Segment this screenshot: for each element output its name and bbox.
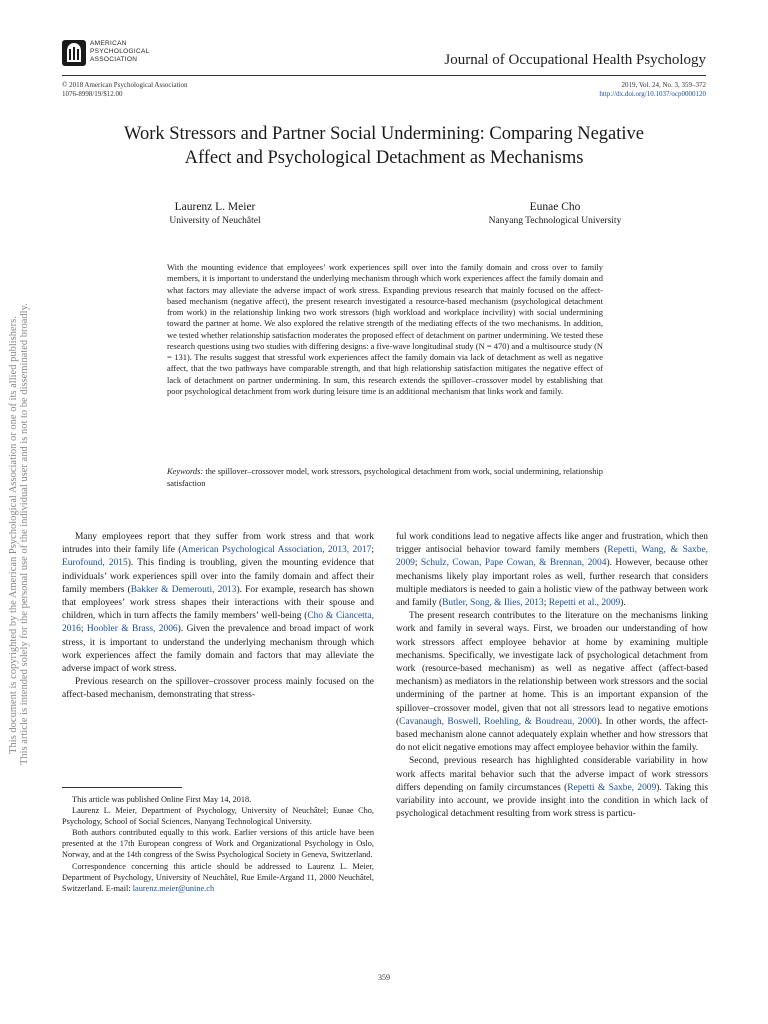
author-1 — [130, 200, 300, 228]
author-affiliation: Nanyang Technological University — [488, 216, 622, 226]
footnote: This article was published Online First May 14, 2018. — [72, 795, 252, 804]
citation-link[interactable]: Repetti & Saxbe, 2009 — [567, 782, 657, 793]
citation-link[interactable]: Repetti et al., 2009 — [548, 598, 621, 609]
footnote — [62, 861, 374, 894]
publisher-line: AMERICAN — [90, 40, 127, 47]
paragraph — [396, 755, 708, 821]
text-run: ). In other words, the affect-based mechanism alone cannot adequately explain whether and how stressors that do not elicit negative emotions may affect employee behavior within the family. — [396, 716, 708, 754]
publisher-name — [90, 40, 150, 64]
text-run: ; — [543, 598, 549, 609]
citation-link[interactable]: Bakker & Demerouti, 2013 — [130, 584, 237, 595]
volume-info: 2019, Vol. 24, No. 3, 359–372 — [621, 81, 706, 89]
author-name: Eunae Cho — [529, 201, 581, 213]
footnotes — [62, 794, 374, 894]
citation-link[interactable]: American Psychological Association, 2013, 2017 — [181, 545, 372, 556]
copyright-block — [62, 81, 187, 99]
header-divider — [62, 75, 706, 76]
citation-link[interactable]: Hoobler & Brass, 2006 — [86, 624, 178, 635]
author-2 — [455, 200, 655, 228]
citation-link[interactable]: Eurofound, 2015 — [62, 558, 128, 569]
keywords-label: Keywords: — [167, 466, 204, 476]
citation-link[interactable]: Butler, Song, & Ilies, 2013 — [442, 598, 544, 609]
keywords-text: the spillover–crossover model, work stressors, psychological detachment from work, social undermining, relationship satisfaction — [167, 466, 604, 488]
publisher-line: PSYCHOLOGICAL — [90, 48, 150, 55]
citation-block — [599, 81, 706, 99]
email-link[interactable]: laurenz.meier@unine.ch — [132, 883, 215, 893]
paragraph: Previous research on the spillover–crossover process mainly focused on the affect-based mechanism, demonstrating that stress- — [62, 677, 374, 701]
text-run: ). This finding is troubling, given the mounting evidence that individuals’ work experiences spill over into the family domain and affect their family members ( — [62, 558, 374, 595]
paragraph — [62, 531, 374, 676]
text-run: Many employees report that they suffer from work stress and that work intrudes into their family life ( — [62, 532, 374, 556]
text-run: ; — [371, 545, 374, 556]
text-run: Second, previous research has highlighted considerable variability in how work affects marital behavior such that the adverse impact of work stressors differs depending on family circumstances ( — [396, 756, 708, 793]
citation-link[interactable]: Repetti, Wang, & Saxbe, 2009 — [396, 545, 708, 569]
citation-link[interactable]: Schulz, Cowan, Pape Cowan, & Brennan, 2004 — [420, 558, 607, 569]
doi-link[interactable]: http://dx.doi.org/10.1037/ocp0000120 — [599, 90, 706, 98]
text-run: ; — [414, 558, 421, 569]
page-number: 359 — [378, 973, 390, 982]
paragraph — [396, 531, 708, 610]
text-run: ). Taking this variability into account, we provide insight into the condition in which lack of psychological detachment resulting from work stress is particu- — [396, 782, 708, 820]
text-run: ; — [80, 624, 87, 635]
journal-title: Journal of Occupational Health Psychology — [444, 52, 706, 68]
abstract-text: With the mounting evidence that employees’ work experiences spill over into the family domain and cross over to family members, it is important to understand the underlying mechanism through which work experiences affect the family domain and what factors may alleviate the adverse impact of work stress. Expanding previous research that mainly focused on the affect-based mechanism (negative affect), the present research investigated a resource-based mechanism (psychological detachment from work) in the relationship linking two work stressors (high workload and workplace incivility) with social undermining toward the partner at home. We also explored the relative strength of the mediating effects of the two mechanisms. In addition, we tested whether relationship satisfaction moderates the proposed effect of detachment on partner undermining. We tested these research questions using two studies with differing designs: a five-wave longitudinal study (N = 470) and a multisource study (N = 131). The results suggest that stressful work experiences affect the family domain via lack of detachment as well as negative affect, that the two pathways have comparable strength, and that high relationship satisfaction mitigates the negative effect of lack of detachment on partner undermining. In sum, this research extends the spillover–crossover model by establishing that poor psychological detachment from work during leisure time is an additional mechanism that links work and family. — [167, 262, 603, 396]
author-name: Laurenz L. Meier — [174, 201, 256, 213]
text-run: ful work conditions lead to negative affects like anger and frustration, which then trigger antisocial behavior toward family members ( — [396, 532, 708, 556]
text-run: The present research contributes to the literature on the mechanisms linking work and family in several ways. First, we broaden our understanding of how work stressors affect employee behavior at home by examining multiple mechanisms. Specifically, we investigate lack of psychological detachment from work (resource-based mechanism) as well as negative affect (affect-based mechanism) as mediators in the relationship between work stressors and the social undermining of the partner at home. This is an important expansion of the spillover–crossover model, given that not all stressors lead to negative emotions ( — [396, 611, 708, 727]
footnote-divider — [62, 787, 182, 788]
publisher-line: ASSOCIATION — [90, 56, 138, 63]
citation-link[interactable]: Cho & Ciancetta, 2016 — [62, 611, 374, 635]
footnote: Both authors contributed equally to this work. Earlier versions of this article have been presented at the 17th European congress of Work and Organizational Psychology in Oslo, Norway, and at the 14th congress of the Swiss Psychological Society in Geneva, Switzerland. — [62, 828, 374, 860]
text-run: ). However, because other mechanisms likely play important roles as well, further research that considers multiple mediators is needed to gain a holistic view of the pathway between work and family ( — [396, 558, 708, 609]
copyright: © 2018 American Psychological Association — [62, 81, 188, 89]
author-affiliation: University of Neuchâtel — [169, 216, 261, 226]
notice-line: This article is intended solely for the personal use of the individual user and is not to be disseminated broadly. — [19, 303, 30, 765]
title-line: Affect and Psychological Detachment as Mechanisms — [184, 148, 584, 168]
abstract — [167, 262, 603, 397]
article-title — [62, 122, 706, 170]
text-run: ). Given the prevalence and broad impact of work stress, it is important to understand the underlying mechanism through which work experiences affect the family domain and factors that may alleviate the adverse impact of work stress. — [62, 624, 375, 675]
price-code: 1076-8998/19/$12.00 — [62, 90, 123, 98]
apa-logo-icon — [62, 40, 86, 66]
body-right-column — [396, 531, 708, 821]
text-run: ). For example, research has shown that employees’ work stress shapes their interactions with their spouse and children, which in turn affects the family members’ well-being ( — [62, 584, 375, 622]
title-line: Work Stressors and Partner Social Undermining: Comparing Negative — [123, 124, 644, 144]
notice-line: This document is copyrighted by the American Psychological Association or one of its allied publishers. — [8, 316, 19, 754]
citation-link[interactable]: Cavanaugh, Boswell, Roehling, & Boudreau, 2000 — [399, 716, 597, 727]
side-copyright-notice — [8, 305, 30, 765]
text-run: ). — [620, 598, 626, 609]
text-run: Correspondence concerning this article should be addressed to Laurenz L. Meier, Department of Psychology, University of Neuchâtel, Rue Emile-Argand 11, 2000 Neuchâtel, Switzerland. E-mail: — [62, 861, 374, 893]
body-left-column — [62, 531, 374, 703]
footnote: Laurenz L. Meier, Department of Psychology, University of Neuchâtel; Eunae Cho, Psychology, School of Social Sciences, Nanyang Technological University. — [62, 806, 374, 827]
keywords — [167, 465, 603, 489]
paragraph — [396, 610, 708, 755]
